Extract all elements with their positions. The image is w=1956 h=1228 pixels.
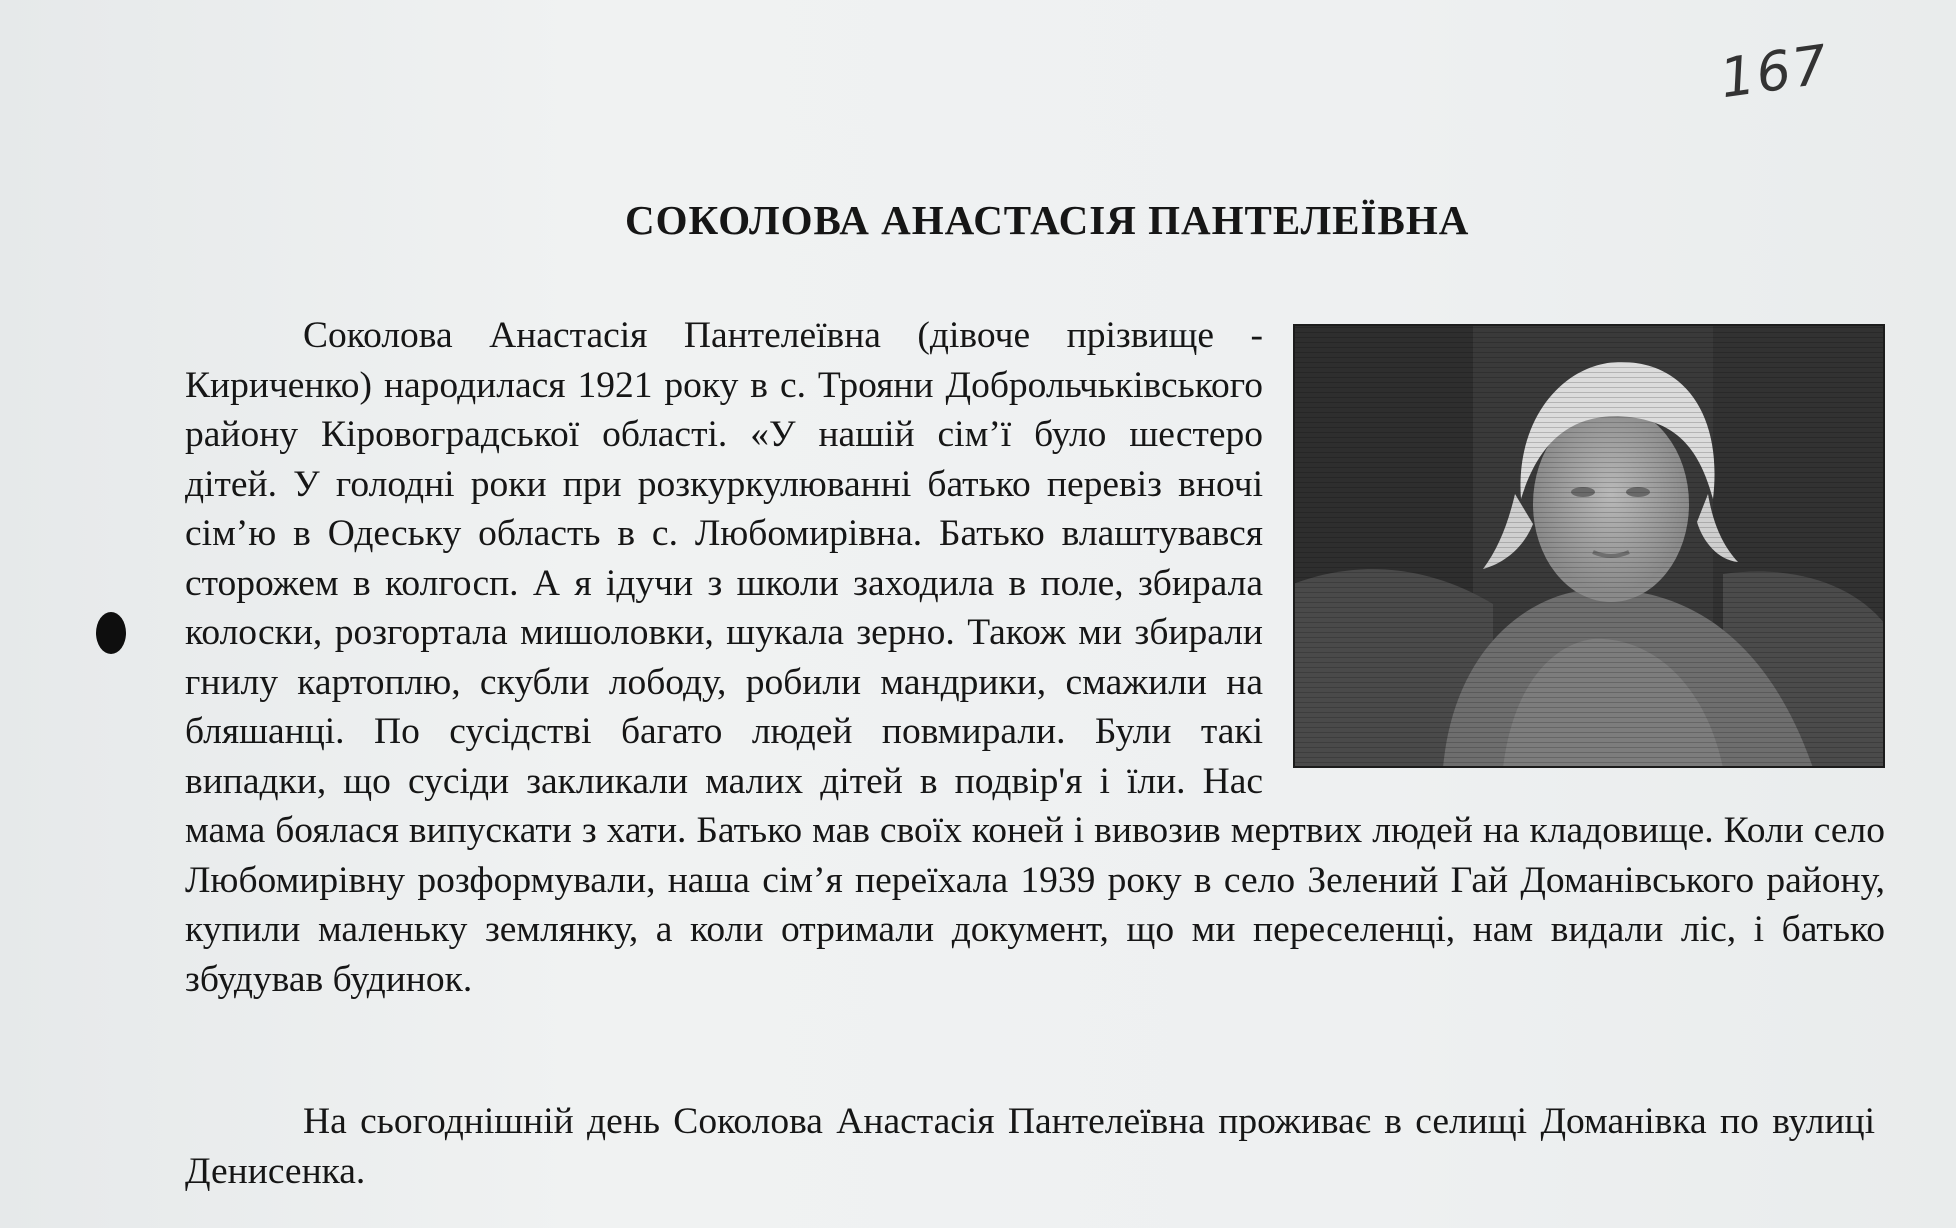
document-title: СОКОЛОВА АНАСТАСІЯ ПАНТЕЛЕЇВНА — [625, 197, 1470, 243]
handwritten-page-number: 167 — [1716, 32, 1833, 111]
current-residence-paragraph — [185, 1097, 1875, 1196]
punch-hole — [96, 612, 126, 654]
portrait-photo — [1293, 324, 1885, 768]
biography-text: Соколова Анастасія Пантелеївна (дівоче прізвище - Кириченко) народилася 1921 року в с. Трояни Доброльчьківського району Кіровоградської області. «У нашій сім’ї було шестеро дітей. У голодні роки при розкуркулюванні батько перевіз вночі сім’ю в Одеську область в с. Любомирівна. Батько влаштувався сторожем в колгосп. А я ідучи з школи заходила в поле, збирала колоски, розгортала мишоловки, шукала зерно. Також ми збирали гнилу картоплю, скубли лободу, робили мандрики, смажили на бляшанці. По сусідстві багато людей повмирали. Були такі випадки, що сусіди закликали малих дітей в подвір'я і їли. Нас мама боялася випускати з хати. Батько мав своїх коней і вивозив мертвих людей на кладовище. Коли село Любомирівну розформували, наша сім’я переїхала 1939 року в село Зелений Гай Доманівського району, купили маленьку землянку, а коли отримали документ, що ми переселенці, нам видали ліс, і батько збудував будинок. — [185, 315, 1885, 1000]
residence-text: На сьогоднішній день Соколова Анастасія Пантелеївна проживає в селищі Доманівка по вулиці Денисенка. — [185, 1101, 1875, 1192]
biography-paragraph — [185, 311, 1885, 1004]
